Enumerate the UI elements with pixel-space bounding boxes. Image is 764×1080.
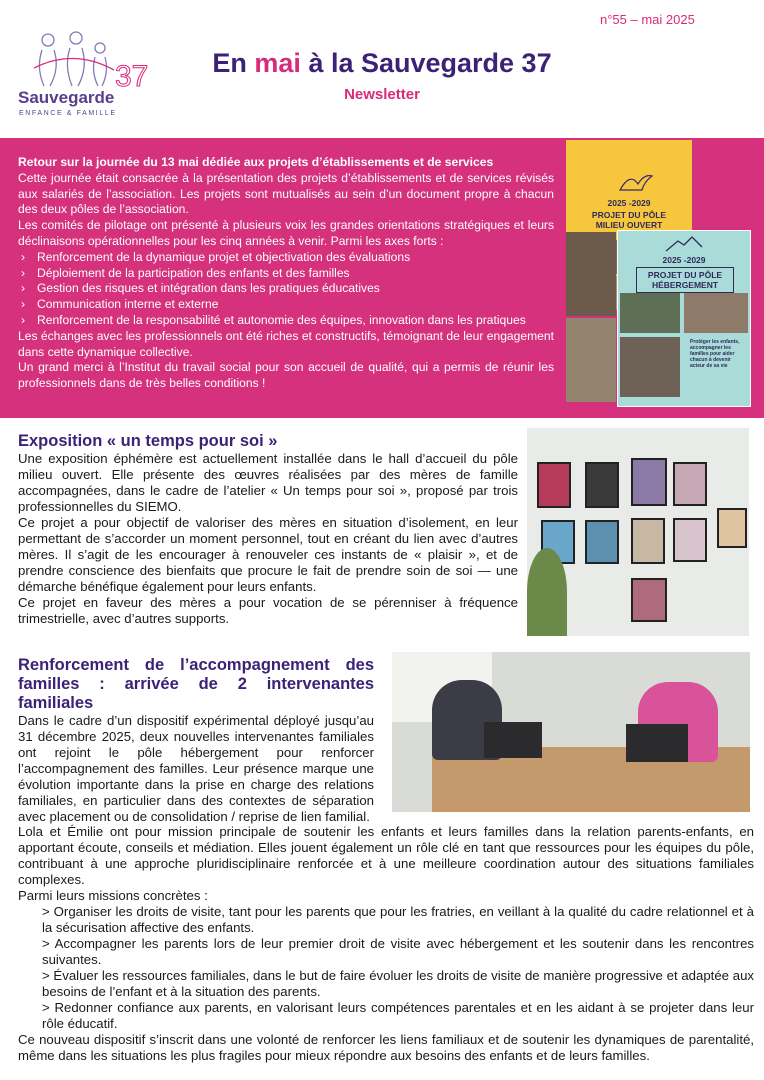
paragraph: Lola et Émilie ont pour mission principale de soutenir les enfants et leurs familles dans la relation parents-enfants, en apportant écoute, conseils et médiation. Elles jouent également un rôle clé en tant que ressources pour les équipes du pôle, contribuant à une approche pluridisciplinaire renforcée et à une meilleure coordination autour des situations familiales complexes.: [18, 824, 754, 887]
paragraph: Ce nouveau dispositif s’inscrit dans une volonté de renforcer les liens familiaux et de soutenir les dynamiques de parentalité, même dans les situations les plus fragiles pour mieux répondre aux besoins des enfants et de leurs familles.: [18, 1032, 754, 1063]
page-title: En mai à la Sauvegarde 37: [212, 48, 552, 78]
paragraph: Ce projet en faveur des mères a pour vocation de se pérenniser à fréquence trimestrielle, avec d’autres supports.: [18, 595, 518, 626]
paragraph: Une exposition éphémère est actuellement installée dans le hall d’accueil du pôle milieu ouvert. Elle présente des œuvres réalisées par des mères de famille accompagnées, dans le cadre de l’atelier « Un temps pour soi », proposé par trois professionnelles du SIEMO.: [18, 451, 518, 514]
exhibition-photo: [527, 428, 749, 636]
artwork: [585, 520, 619, 564]
logo-tagline: ENFANCE & FAMILLE: [19, 110, 117, 117]
cover-photo: [620, 293, 680, 333]
laptop: [484, 722, 542, 758]
band-paragraph: Les échanges avec les professionnels ont été riches et constructifs, témoignant de leur engagement dans cette dynamique collective.: [18, 328, 554, 359]
list-item: > Accompagner les parents lors de leur premier droit de visite avec hébergement et les soutenir dans les rencontres suivantes.: [42, 936, 754, 967]
list-item: > Redonner confiance aux parents, en valorisant leurs compétences parentales et en les aidant à se projeter dans leur rôle éducatif.: [42, 1000, 754, 1031]
band-article: [18, 155, 554, 392]
team-photo: [392, 652, 750, 812]
list-item: > Évaluer les ressources familiales, dans le but de faire évoluer les droits de visite de manière progressive et adaptée aux besoins de l’enfant et à la situation des parents.: [42, 968, 754, 999]
plant: [527, 548, 567, 636]
band-paragraph: Un grand merci à l’Institut du travail social pour son accueil de qualité, qui a permis de réunir les professionnels dans de très belles conditions !: [18, 360, 554, 391]
expo-section: [18, 432, 518, 627]
cover-photo: [566, 232, 616, 316]
artwork: [537, 462, 571, 508]
house-icon: [664, 235, 704, 253]
cover-photo: [566, 318, 616, 402]
cover-hebergement: [617, 230, 751, 407]
accomp-continued: [18, 824, 754, 1064]
logo-name: Sauvegarde: [18, 88, 115, 107]
issue-number: n°55 – mai 2025: [600, 12, 695, 27]
cover-photo: [620, 337, 680, 397]
cover-title: PROJET DU PÔLE HÉBERGEMENT: [636, 267, 734, 293]
accomp-section: [18, 656, 374, 825]
artwork: [631, 578, 667, 622]
artwork: [673, 462, 707, 506]
list-item: › Gestion des risques et intégration dans les pratiques éducatives: [18, 281, 554, 297]
paragraph: Dans le cadre d’un dispositif expérimental déployé jusqu’au 31 décembre 2025, deux nouvelles intervenantes familiales ont rejoint le pôle hébergement pour renforcer l’accompagnement des familles. Leur présence marque une évolution importante dans la prise en charge des relations familiales, en particulier dans des contextes de séparation avec placement ou de consolidation / reprise de lien familial.: [18, 713, 374, 824]
list-item: > Organiser les droits de visite, tant pour les parents que pour les fratries, en veillant à la qualité du cadre relationnel et à la sécurisation affective des enfants.: [42, 904, 754, 935]
missions-intro: Parmi leurs missions concrètes :: [18, 888, 208, 903]
list-item: › Communication interne et externe: [18, 297, 554, 313]
paragraph: Ce projet a pour objectif de valoriser des mères en situation d’isolement, en leur permettant de s’accorder un moment personnel, tout en créant du lien avec d’autres mères. Il s’agit de les encourager à renouveler ces instants de « plaisir », et de prendre conscience des bienfaits que procure le fait de prendre soin de soi — une démarche bénéfique également pour leurs enfants.: [18, 515, 518, 594]
cover-years: 2025 -2029: [607, 198, 651, 208]
list-item: › Déploiement de la participation des enfants et des familles: [18, 266, 554, 282]
section-body: [18, 713, 374, 825]
artwork: [673, 518, 707, 562]
page-subtitle: Newsletter: [344, 86, 420, 103]
artwork: [631, 518, 665, 564]
cover-years: 2025 -2029: [662, 255, 706, 265]
artwork: [631, 458, 667, 506]
section-title: Renforcement de l’accompagnement des familles : arrivée de 2 intervenantes familiales: [18, 656, 374, 712]
band-bullet-list: [18, 250, 554, 329]
band-paragraph: Cette journée était consacrée à la présentation des projets d’établissements et de services révisés aux salariés de l’association. Les projets sont mutualisés au sein d’un document propre à chacun des deux pôles de l’association.: [18, 170, 554, 217]
section-body: [18, 451, 518, 627]
section-title: Exposition « un temps pour soi »: [18, 432, 278, 450]
band-heading: Retour sur la journée du 13 mai dédiée aux projets d’établissements et de services: [18, 155, 494, 169]
cover-photo: [684, 293, 748, 333]
list-item: › Renforcement de la dynamique projet et objectivation des évaluations: [18, 250, 554, 266]
band-paragraph: Les comités de pilotage ont présenté à plusieurs voix les grandes orientations stratégiques et leurs déclinaisons opérationnelles pour les cinq années à venir. Parmi les axes forts :: [18, 218, 554, 248]
artwork: [717, 508, 747, 548]
cover-tagline: Protéger les enfants, accompagner les familles pour aider chacun à devenir acteur de sa vie: [690, 339, 740, 369]
list-item: › Renforcement de la responsabilité et autonomie des équipes, innovation dans les pratiques: [18, 313, 554, 329]
bird-icon: [616, 170, 656, 196]
laptop: [626, 724, 688, 762]
artwork: [585, 462, 619, 508]
cover-title: PROJET DU PÔLE MILIEU OUVERT: [591, 210, 667, 230]
svg-text:37: 37: [115, 60, 149, 92]
